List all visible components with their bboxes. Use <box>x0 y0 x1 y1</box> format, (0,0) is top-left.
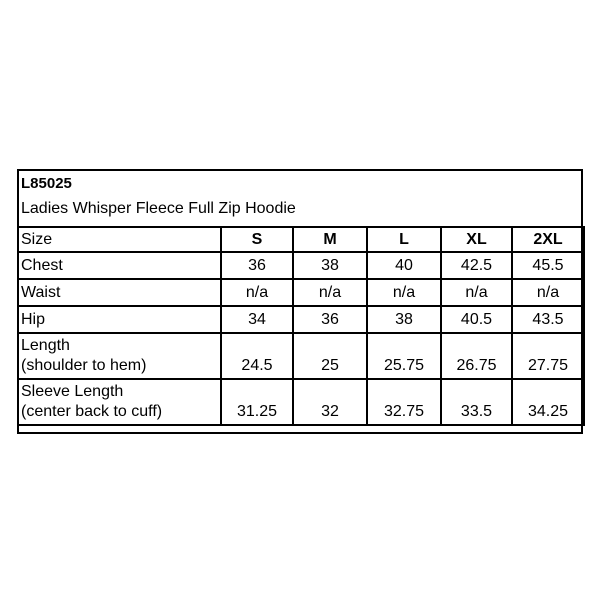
row-label: Waist <box>18 279 221 306</box>
table-cell: 42.5 <box>441 252 512 279</box>
table-cell: 24.5 <box>221 333 293 379</box>
size-chart <box>17 169 583 434</box>
table-cell: 38 <box>367 306 441 333</box>
row-label-sub: (shoulder to hem) <box>21 357 147 374</box>
table-cell: n/a <box>512 279 584 306</box>
table-row-chest <box>18 252 584 279</box>
row-label <box>18 333 221 379</box>
table-cell: n/a <box>367 279 441 306</box>
table-cell: 26.75 <box>441 333 512 379</box>
table-cell: n/a <box>293 279 367 306</box>
product-code: L85025 <box>21 175 72 192</box>
table-cell: 25 <box>293 333 367 379</box>
table-cell: 36 <box>293 306 367 333</box>
row-label: Chest <box>18 252 221 279</box>
size-table <box>17 226 585 426</box>
size-l: L <box>367 227 441 252</box>
table-cell: 36 <box>221 252 293 279</box>
table-cell: 32 <box>293 379 367 425</box>
table-row-waist <box>18 279 584 306</box>
table-cell: 33.5 <box>441 379 512 425</box>
row-label-main: Length <box>21 337 70 354</box>
product-title: Ladies Whisper Fleece Full Zip Hoodie <box>21 200 296 217</box>
size-header-label: Size <box>18 227 221 252</box>
table-cell: 38 <box>293 252 367 279</box>
table-cell: 43.5 <box>512 306 584 333</box>
size-xl: XL <box>441 227 512 252</box>
size-s: S <box>221 227 293 252</box>
table-cell: 32.75 <box>367 379 441 425</box>
size-2xl: 2XL <box>512 227 584 252</box>
table-row-sleeve-length <box>18 379 584 425</box>
row-label-main: Sleeve Length <box>21 383 124 400</box>
table-cell: 25.75 <box>367 333 441 379</box>
table-cell: n/a <box>221 279 293 306</box>
table-cell: 40.5 <box>441 306 512 333</box>
table-cell: 45.5 <box>512 252 584 279</box>
table-cell: n/a <box>441 279 512 306</box>
table-cell: 27.75 <box>512 333 584 379</box>
table-cell: 34.25 <box>512 379 584 425</box>
size-m: M <box>293 227 367 252</box>
row-label <box>18 379 221 425</box>
table-cell: 40 <box>367 252 441 279</box>
size-header-row <box>18 227 584 252</box>
row-label-sub: (center back to cuff) <box>21 403 163 420</box>
table-cell: 34 <box>221 306 293 333</box>
row-label: Hip <box>18 306 221 333</box>
table-row-length <box>18 333 584 379</box>
table-row-hip <box>18 306 584 333</box>
table-cell: 31.25 <box>221 379 293 425</box>
